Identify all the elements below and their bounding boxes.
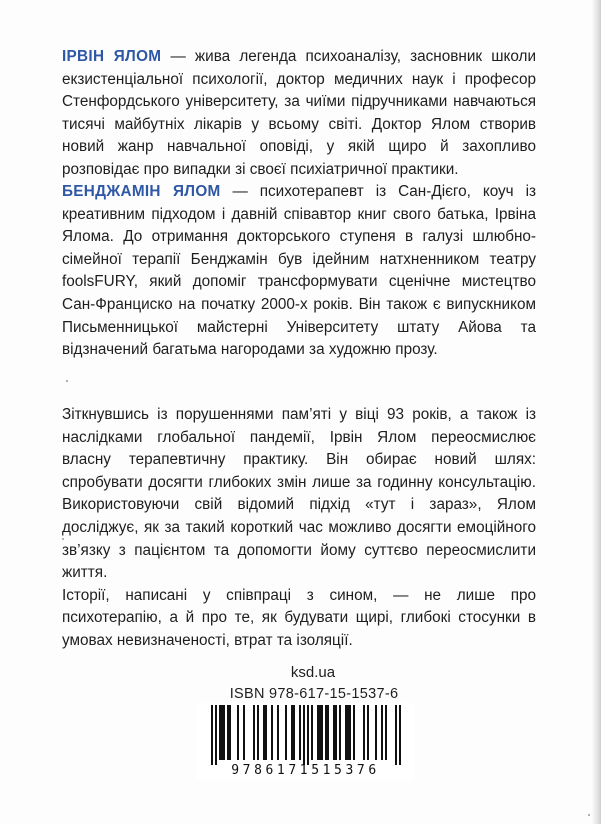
barcode-bar bbox=[291, 705, 293, 760]
author-name-irvin-yalom: ІРВІН ЯЛОМ bbox=[62, 48, 162, 65]
barcode-bar bbox=[227, 705, 229, 760]
barcode-bar bbox=[285, 705, 287, 760]
barcode-bar bbox=[327, 705, 329, 760]
barcode-bar bbox=[367, 705, 369, 760]
barcode-bar bbox=[321, 705, 323, 760]
barcode-bar bbox=[385, 705, 387, 760]
barcode-bar bbox=[303, 705, 305, 765]
barcode-bar bbox=[223, 705, 225, 760]
barcode-bar bbox=[215, 705, 217, 765]
barcode bbox=[197, 703, 414, 780]
barcode-bar bbox=[325, 705, 327, 760]
barcode-bars bbox=[197, 703, 414, 765]
barcode-bar bbox=[237, 705, 239, 760]
barcode-bar bbox=[253, 705, 255, 760]
barcode-bar bbox=[363, 705, 365, 760]
barcode-bar bbox=[399, 705, 401, 765]
barcode-bar bbox=[229, 705, 231, 760]
barcode-digits: 9786171515376 bbox=[231, 763, 380, 778]
barcode-bar bbox=[335, 705, 337, 760]
barcode-bar bbox=[381, 705, 383, 760]
description-paragraph: Зіткнувшись із порушеннями пам’яті у віці 93 років, а також із наслідками глобальної пандемії, Ірвін Ялом переосмислює власну терапевтичну практику. Він обирає новий шлях: спробувати досягти глибоких змін лише за годинну консультацію. Використовуючи свій відомий підхід «тут і зараз», Ялом досліджує, як за такий короткий час можливо досягти емоційного зв’язку з пацієнтом та допомогти йому суттєво переосмислити життя. bbox=[62, 406, 536, 582]
isbn-label: ISBN 978-617-15-1537-6 bbox=[229, 686, 399, 702]
barcode-bar bbox=[347, 705, 349, 760]
barcode-bar bbox=[221, 705, 223, 760]
author-bio-text: — психотерапевт із Сан-Дієго, коуч із креативним підходом і давній співавтор книг свого батька, Ірвіна Ялома. До отримання докторського ступеня в галузі шлюбно-сімейної терапії Бенджамін був ідейним натхненником театру foolsFURY, який допоміг трансформувати сценічне мистецтво Сан-Франциско на початку 2000-х років. Він також є випускником Письменницької майстерні Університету штату Айова та відзначений багатьма нагородами за художню прозу. bbox=[62, 183, 536, 359]
barcode-bar bbox=[307, 705, 309, 765]
barcode-bar bbox=[293, 705, 295, 760]
barcode-bar bbox=[277, 705, 279, 760]
book-description bbox=[62, 404, 536, 653]
barcode-bar bbox=[219, 705, 221, 760]
barcode-bar bbox=[333, 705, 335, 760]
paper-speck bbox=[66, 380, 68, 382]
barcode-bar bbox=[265, 705, 267, 760]
barcode-bar bbox=[243, 705, 245, 760]
barcode-bar bbox=[395, 705, 397, 765]
author-name-benjamin-yalom: БЕНДЖАМІН ЯЛОМ bbox=[62, 183, 221, 200]
publisher-website: ksd.ua bbox=[290, 664, 336, 681]
barcode-bar bbox=[211, 705, 213, 765]
barcode-bar bbox=[263, 705, 265, 760]
description-paragraph: Історії, написані у співпраці з сином, — не лише про психотерапію, а й про те, як будувати щирі, глибокі стосунки в умовах невизначеності, втрат та ізоляції. bbox=[62, 586, 536, 649]
barcode-bar bbox=[345, 705, 347, 760]
author-bio-irvin-yalom bbox=[62, 46, 536, 182]
paper-speck bbox=[62, 538, 64, 540]
barcode-bar bbox=[311, 705, 313, 760]
barcode-bar bbox=[319, 705, 321, 760]
author-bio-benjamin-yalom bbox=[62, 181, 536, 362]
spine-shadow bbox=[591, 0, 601, 824]
barcode-bar bbox=[375, 705, 377, 760]
barcode-bar bbox=[271, 705, 273, 760]
barcode-bar bbox=[349, 705, 351, 760]
barcode-bar bbox=[257, 705, 259, 760]
barcode-bar bbox=[353, 705, 355, 760]
barcode-bar bbox=[299, 705, 301, 760]
barcode-bar bbox=[317, 705, 319, 760]
paper-speck bbox=[588, 814, 590, 816]
barcode-bar bbox=[339, 705, 341, 760]
author-bio-text: — жива легенда психоаналізу, засновник школи екзистенціальної психології, доктор медичних наук і професор Стенфордського університету, за чиїми підручниками навчаються тисячі майбутніх лікарів у всьому світі. Доктор Ялом створив новий жанр навчальної оповіді, у якій щиро й захопливо розповідає про випадки зі своєї психіатричної практики. bbox=[62, 48, 536, 178]
